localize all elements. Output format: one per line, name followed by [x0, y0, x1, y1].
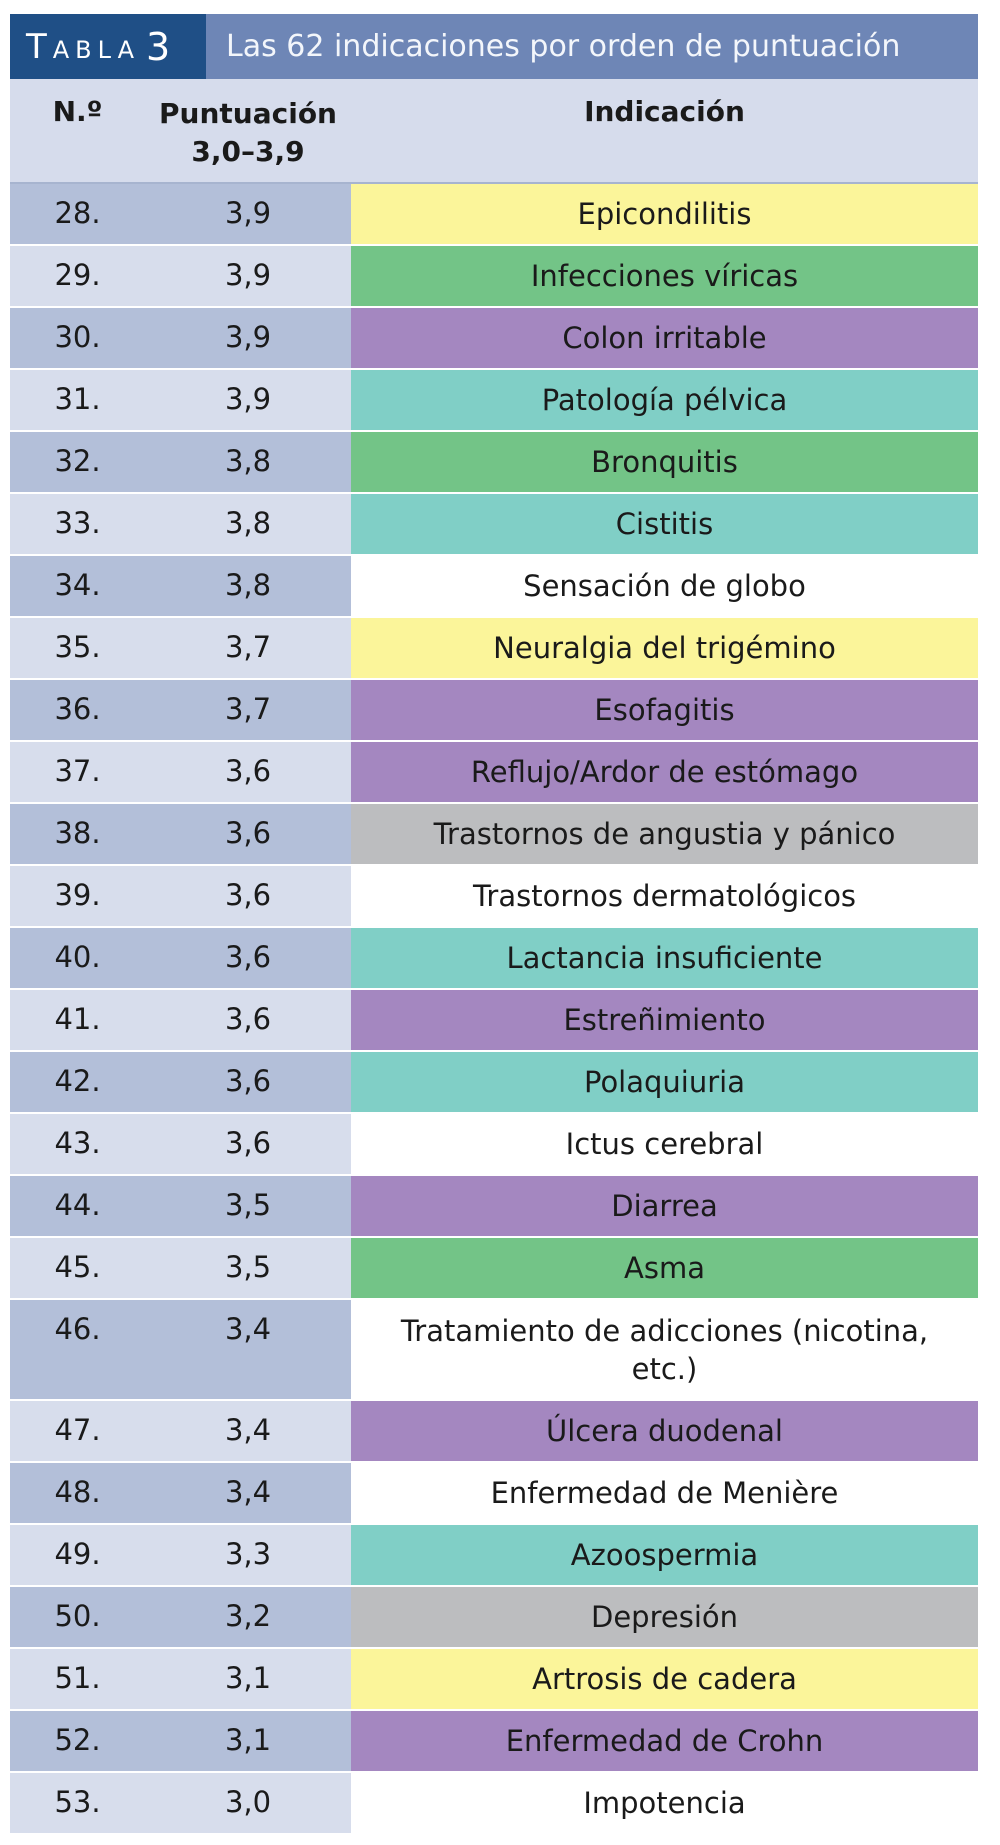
- row-left-cells: [10, 866, 351, 926]
- row-left-cells: [10, 1401, 351, 1461]
- row-number: 31.: [54, 382, 101, 416]
- row-score: 3,1: [224, 1723, 272, 1757]
- row-score: 3,9: [224, 382, 272, 416]
- row-score: 3,6: [224, 816, 272, 850]
- row-left-cells: [10, 1525, 351, 1585]
- row-score: 3,6: [224, 1002, 272, 1036]
- row-indication: Patología pélvica: [351, 370, 978, 430]
- row-left-cells: [10, 1773, 351, 1833]
- row-score: 3,5: [224, 1250, 272, 1284]
- table-row: [10, 370, 978, 432]
- row-indication: Colon irritable: [351, 308, 978, 368]
- table-row: [10, 680, 978, 742]
- row-left-cells: [10, 1649, 351, 1709]
- row-indication: Polaquiuria: [351, 1052, 978, 1112]
- table-row: [10, 184, 978, 246]
- row-indication: Azoospermia: [351, 1525, 978, 1585]
- row-indication: Infecciones víricas: [351, 246, 978, 306]
- table-body: [10, 184, 978, 1835]
- row-indication: Diarrea: [351, 1176, 978, 1236]
- indications-table: [10, 14, 978, 1835]
- row-score: 3,7: [224, 630, 272, 664]
- row-score: 3,6: [224, 754, 272, 788]
- row-number: 51.: [54, 1661, 101, 1695]
- row-left-cells: [10, 370, 351, 430]
- row-score: 3,8: [224, 444, 272, 478]
- table-row: [10, 1463, 978, 1525]
- row-indication: Depresión: [351, 1587, 978, 1647]
- row-indication: Úlcera duodenal: [351, 1401, 978, 1461]
- row-number: 44.: [54, 1188, 101, 1222]
- table-row: [10, 928, 978, 990]
- row-number: 48.: [54, 1475, 101, 1509]
- row-indication: Impotencia: [351, 1773, 978, 1833]
- table-row: [10, 618, 978, 680]
- row-number: 49.: [54, 1537, 101, 1571]
- row-score: 3,9: [224, 320, 272, 354]
- table-row: [10, 866, 978, 928]
- column-header-score: [145, 79, 351, 182]
- table-title: Las 62 indicaciones por orden de puntuación: [226, 29, 901, 64]
- row-number: 34.: [54, 568, 101, 602]
- row-score: 3,2: [224, 1599, 272, 1633]
- row-left-cells: [10, 308, 351, 368]
- row-number: 30.: [54, 320, 101, 354]
- row-left-cells: [10, 1114, 351, 1174]
- table-row: [10, 1401, 978, 1463]
- row-left-cells: [10, 990, 351, 1050]
- table-row: [10, 742, 978, 804]
- table-row: [10, 556, 978, 618]
- row-score: 3,8: [224, 506, 272, 540]
- row-score: 3,0: [224, 1785, 272, 1819]
- row-indication: Neuralgia del trigémino: [351, 618, 978, 678]
- row-number: 46.: [54, 1312, 101, 1346]
- table-label: [10, 14, 206, 79]
- table-row: [10, 1238, 978, 1300]
- row-left-cells: [10, 928, 351, 988]
- row-left-cells: [10, 618, 351, 678]
- row-left-cells: [10, 556, 351, 616]
- column-header-score-line1: Puntuación: [159, 97, 337, 130]
- row-number: 45.: [54, 1250, 101, 1284]
- row-left-cells: [10, 804, 351, 864]
- table-row: [10, 1052, 978, 1114]
- row-number: 33.: [54, 506, 101, 540]
- table-row: [10, 1114, 978, 1176]
- row-score: 3,3: [224, 1537, 272, 1571]
- table-header-row: [10, 79, 978, 184]
- row-indication: Lactancia insuficiente: [351, 928, 978, 988]
- row-indication: Esofagitis: [351, 680, 978, 740]
- row-indication: Estreñimiento: [351, 990, 978, 1050]
- row-score: 3,9: [224, 258, 272, 292]
- row-score: 3,5: [224, 1188, 272, 1222]
- row-indication: Trastornos de angustia y pánico: [351, 804, 978, 864]
- row-number: 42.: [54, 1064, 101, 1098]
- row-indication: Tratamiento de adicciones (nicotina, etc.): [351, 1300, 978, 1399]
- row-left-cells: [10, 246, 351, 306]
- row-number: 37.: [54, 754, 101, 788]
- table-row: [10, 432, 978, 494]
- row-number: 35.: [54, 630, 101, 664]
- row-score: 3,7: [224, 692, 272, 726]
- table-row: [10, 1300, 978, 1401]
- row-indication: Bronquitis: [351, 432, 978, 492]
- row-left-cells: [10, 1238, 351, 1298]
- table-row: [10, 1587, 978, 1649]
- row-left-cells: [10, 680, 351, 740]
- table-row: [10, 804, 978, 866]
- table-row: [10, 1525, 978, 1587]
- row-score: 3,1: [224, 1661, 272, 1695]
- row-number: 40.: [54, 940, 101, 974]
- row-number: 39.: [54, 878, 101, 912]
- row-left-cells: [10, 1587, 351, 1647]
- table-row: [10, 1773, 978, 1835]
- table-label-word: Tabla: [26, 26, 140, 67]
- table-row: [10, 1649, 978, 1711]
- row-number: 28.: [54, 196, 101, 230]
- column-header-score-line2: 3,0–3,9: [191, 135, 305, 168]
- row-left-cells: [10, 742, 351, 802]
- row-indication: Sensación de globo: [351, 556, 978, 616]
- row-number: 36.: [54, 692, 101, 726]
- row-indication: Ictus cerebral: [351, 1114, 978, 1174]
- row-indication: Enfermedad de Menière: [351, 1463, 978, 1523]
- table-row: [10, 246, 978, 308]
- row-left-cells: [10, 1463, 351, 1523]
- row-score: 3,8: [224, 568, 272, 602]
- row-indication: Epicondilitis: [351, 184, 978, 244]
- row-score: 3,4: [224, 1413, 272, 1447]
- row-indication: Artrosis de cadera: [351, 1649, 978, 1709]
- row-left-cells: [10, 494, 351, 554]
- column-header-no: N.º: [52, 95, 103, 128]
- table-row: [10, 308, 978, 370]
- row-number: 29.: [54, 258, 101, 292]
- row-score: 3,6: [224, 878, 272, 912]
- row-left-cells: [10, 184, 351, 244]
- row-number: 53.: [54, 1785, 101, 1819]
- table-title-bar: [10, 14, 978, 79]
- row-left-cells: [10, 1052, 351, 1112]
- row-score: 3,6: [224, 1126, 272, 1160]
- row-indication: Reflujo/Ardor de estómago: [351, 742, 978, 802]
- row-indication: Cistitis: [351, 494, 978, 554]
- row-indication: Trastornos dermatológicos: [351, 866, 978, 926]
- row-number: 32.: [54, 444, 101, 478]
- row-score: 3,4: [224, 1312, 272, 1346]
- row-score: 3,4: [224, 1475, 272, 1509]
- column-header-indication: Indicación: [584, 95, 745, 128]
- row-number: 47.: [54, 1413, 101, 1447]
- row-number: 50.: [54, 1599, 101, 1633]
- row-number: 41.: [54, 1002, 101, 1036]
- row-indication: Enfermedad de Crohn: [351, 1711, 978, 1771]
- row-number: 43.: [54, 1126, 101, 1160]
- row-left-cells: [10, 1176, 351, 1236]
- table-row: [10, 494, 978, 556]
- row-left-cells: [10, 1711, 351, 1771]
- table-label-number: 3: [146, 24, 171, 69]
- row-indication: Asma: [351, 1238, 978, 1298]
- row-number: 52.: [54, 1723, 101, 1757]
- table-row: [10, 990, 978, 1052]
- row-score: 3,6: [224, 940, 272, 974]
- row-left-cells: [10, 1300, 351, 1399]
- row-score: 3,6: [224, 1064, 272, 1098]
- row-left-cells: [10, 432, 351, 492]
- table-row: [10, 1711, 978, 1773]
- row-number: 38.: [54, 816, 101, 850]
- table-row: [10, 1176, 978, 1238]
- row-score: 3,9: [224, 196, 272, 230]
